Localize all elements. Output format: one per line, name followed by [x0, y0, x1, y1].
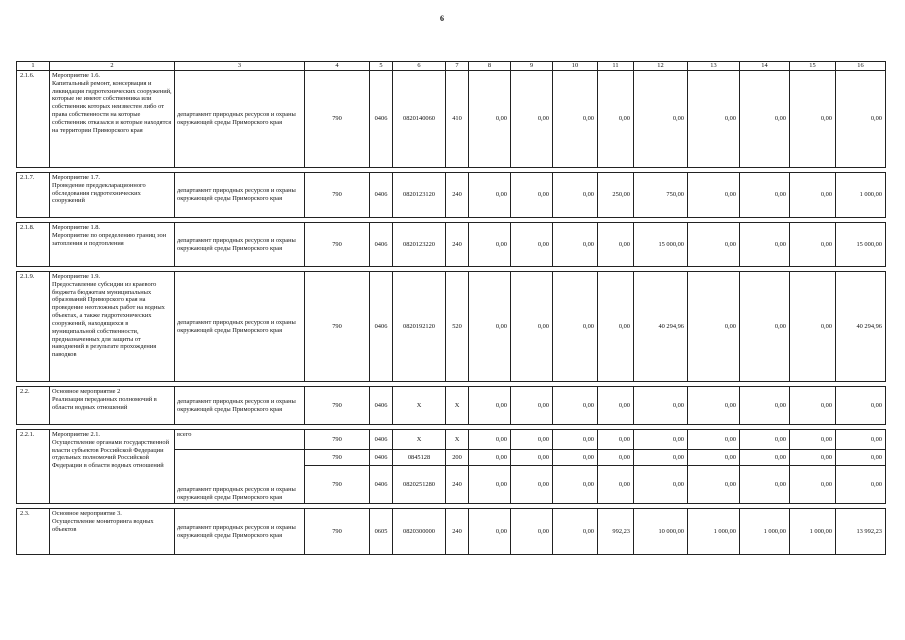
cell-c12: 15 000,00: [634, 223, 688, 267]
cell-c14: 0,00: [740, 430, 790, 450]
cell-c12: 0,00: [634, 466, 688, 504]
cell-c13: 0,00: [688, 450, 740, 466]
cell-c6: X: [393, 430, 446, 450]
cell-c7: 520: [446, 272, 469, 382]
cell-c16: 0,00: [836, 387, 886, 425]
cell-c4: 790: [305, 387, 370, 425]
table-row: [17, 509, 886, 555]
page-number: 6: [440, 14, 444, 23]
col-header: 3: [175, 62, 305, 71]
cell-c9: 0,00: [511, 223, 553, 267]
cell-c16: 0,00: [836, 466, 886, 504]
cell-c11: 0,00: [598, 450, 634, 466]
cell-c10: 0,00: [553, 450, 598, 466]
cell-c10: 0,00: [553, 430, 598, 450]
cell-c4: 790: [305, 466, 370, 504]
cell-c8: 0,00: [469, 387, 511, 425]
col-header: 9: [511, 62, 553, 71]
cell-c15: 0,00: [790, 272, 836, 382]
cell-c15: 0,00: [790, 466, 836, 504]
table-row: [17, 272, 886, 382]
cell-c5: 0406: [370, 466, 393, 504]
cell-c4: 790: [305, 450, 370, 466]
cell-c9: 0,00: [511, 71, 553, 168]
col-header: 1: [17, 62, 50, 71]
cell-c9: 0,00: [511, 450, 553, 466]
cell-c14: 0,00: [740, 387, 790, 425]
cell-c7: 240: [446, 223, 469, 267]
cell-c8: 0,00: [469, 450, 511, 466]
row-code: 2.1.9.: [17, 272, 50, 382]
cell-c11: 0,00: [598, 387, 634, 425]
cell-c7: X: [446, 430, 469, 450]
cell-c12: 0,00: [634, 450, 688, 466]
col-header: 16: [836, 62, 886, 71]
row-executor: департамент природных ресурсов и охраны окружающей среды Приморского края: [175, 509, 305, 555]
cell-c8: 0,00: [469, 430, 511, 450]
cell-c12: 0,00: [634, 71, 688, 168]
cell-c14: 1 000,00: [740, 509, 790, 555]
row-name: Основное мероприятие 2 Реализация переданных полномочий в области водных отношений: [50, 387, 175, 425]
row-code: 2.1.7.: [17, 173, 50, 218]
row-name: Основное мероприятие 3. Осуществление мониторинга водных объектов: [50, 509, 175, 555]
cell-c5: 0406: [370, 223, 393, 267]
cell-c16: 40 294,96: [836, 272, 886, 382]
cell-c14: 0,00: [740, 450, 790, 466]
row-executor: всего: [175, 430, 305, 450]
col-header: 12: [634, 62, 688, 71]
cell-c13: 0,00: [688, 466, 740, 504]
row-name: Мероприятие 2.1. Осуществление органами государственной власти субъектов Российской Федерации отдельных полномочий Российской Федерации в области водных отношений: [50, 430, 175, 504]
cell-c9: 0,00: [511, 430, 553, 450]
row-name: Мероприятие 1.6. Капитальный ремонт, консервация и ликвидация гидротехнических сооружений, которые не имеют собственника или собственник которых неизвестен либо от права собственности на которые собственник отказался и которые находятся на территории Приморского края: [50, 71, 175, 168]
cell-c4: 790: [305, 272, 370, 382]
cell-c15: 0,00: [790, 387, 836, 425]
row-name: Мероприятие 1.7. Проведение преддекларационного обследования гидротехнических сооружений: [50, 173, 175, 218]
cell-c13: 0,00: [688, 173, 740, 218]
row-executor: департамент природных ресурсов и охраны окружающей среды Приморского края: [175, 71, 305, 168]
cell-c7: 200: [446, 450, 469, 466]
cell-c15: 0,00: [790, 173, 836, 218]
row-name: Мероприятие 1.8. Мероприятие по определению границ зон затопления и подтопления: [50, 223, 175, 267]
cell-c11: 0,00: [598, 430, 634, 450]
cell-c8: 0,00: [469, 173, 511, 218]
row-executor: департамент природных ресурсов и охраны окружающей среды Приморского края: [175, 173, 305, 218]
table-row: [17, 223, 886, 267]
cell-c14: 0,00: [740, 71, 790, 168]
cell-c8: 0,00: [469, 466, 511, 504]
cell-c7: 240: [446, 466, 469, 504]
cell-c16: 0,00: [836, 430, 886, 450]
cell-c9: 0,00: [511, 387, 553, 425]
cell-c9: 0,00: [511, 272, 553, 382]
cell-c6: 0820192120: [393, 272, 446, 382]
program-table: [16, 61, 886, 555]
cell-c11: 250,00: [598, 173, 634, 218]
col-header: 6: [393, 62, 446, 71]
cell-c5: 0406: [370, 272, 393, 382]
cell-c6: 0820251280: [393, 466, 446, 504]
col-header: 5: [370, 62, 393, 71]
row-executor: департамент природных ресурсов и охраны окружающей среды Приморского края: [175, 450, 305, 504]
col-header: 15: [790, 62, 836, 71]
cell-c10: 0,00: [553, 173, 598, 218]
cell-c7: X: [446, 387, 469, 425]
row-executor: департамент природных ресурсов и охраны окружающей среды Приморского края: [175, 387, 305, 425]
cell-c12: 10 000,00: [634, 509, 688, 555]
cell-c11: 0,00: [598, 71, 634, 168]
cell-c13: 0,00: [688, 223, 740, 267]
cell-c5: 0605: [370, 509, 393, 555]
cell-c4: 790: [305, 173, 370, 218]
cell-c13: 0,00: [688, 387, 740, 425]
cell-c6: 0820123220: [393, 223, 446, 267]
cell-c12: 0,00: [634, 387, 688, 425]
cell-c16: 0,00: [836, 450, 886, 466]
cell-c8: 0,00: [469, 223, 511, 267]
cell-c15: 0,00: [790, 430, 836, 450]
col-header: 8: [469, 62, 511, 71]
cell-c11: 0,00: [598, 223, 634, 267]
cell-c13: 1 000,00: [688, 509, 740, 555]
cell-c11: 0,00: [598, 272, 634, 382]
cell-c4: 790: [305, 509, 370, 555]
cell-c13: 0,00: [688, 71, 740, 168]
cell-c6: 0820140060: [393, 71, 446, 168]
cell-c9: 0,00: [511, 509, 553, 555]
cell-c6: 0845128: [393, 450, 446, 466]
cell-c12: 0,00: [634, 430, 688, 450]
cell-c6: 0820123120: [393, 173, 446, 218]
cell-c11: 992,23: [598, 509, 634, 555]
cell-c11: 0,00: [598, 466, 634, 504]
cell-c15: 0,00: [790, 450, 836, 466]
cell-c5: 0406: [370, 173, 393, 218]
table-row: [17, 430, 886, 450]
cell-c4: 790: [305, 223, 370, 267]
cell-c8: 0,00: [469, 272, 511, 382]
cell-c15: 1 000,00: [790, 509, 836, 555]
cell-c4: 790: [305, 430, 370, 450]
row-code: 2.3.: [17, 509, 50, 555]
cell-c13: 0,00: [688, 430, 740, 450]
col-header: 11: [598, 62, 634, 71]
cell-c6: 0820300000: [393, 509, 446, 555]
cell-c10: 0,00: [553, 71, 598, 168]
cell-c7: 410: [446, 71, 469, 168]
header-row: [17, 62, 886, 71]
cell-c14: 0,00: [740, 173, 790, 218]
cell-c14: 0,00: [740, 223, 790, 267]
cell-c16: 1 000,00: [836, 173, 886, 218]
cell-c16: 0,00: [836, 71, 886, 168]
table-row: [17, 71, 886, 168]
cell-c5: 0406: [370, 71, 393, 168]
col-header: 13: [688, 62, 740, 71]
cell-c13: 0,00: [688, 272, 740, 382]
col-header: 14: [740, 62, 790, 71]
row-code: 2.1.6.: [17, 71, 50, 168]
cell-c16: 15 000,00: [836, 223, 886, 267]
table-row: [17, 173, 886, 218]
row-executor: департамент природных ресурсов и охраны окружающей среды Приморского края: [175, 223, 305, 267]
cell-c7: 240: [446, 509, 469, 555]
cell-c6: X: [393, 387, 446, 425]
cell-c15: 0,00: [790, 71, 836, 168]
col-header: 4: [305, 62, 370, 71]
cell-c9: 0,00: [511, 173, 553, 218]
cell-c10: 0,00: [553, 387, 598, 425]
cell-c12: 750,00: [634, 173, 688, 218]
row-name: Мероприятие 1.9. Предоставление субсидии из краевого бюджета бюджетам муниципальных образований Приморского края на проведение неотложных работ на водных объектах, а также гидротехнических сооружений, находящихся в муниципальной собственности, предназначенных для защиты от наводнений в результате прохождения паводков: [50, 272, 175, 382]
cell-c10: 0,00: [553, 223, 598, 267]
col-header: 2: [50, 62, 175, 71]
row-executor: департамент природных ресурсов и охраны окружающей среды Приморского края: [175, 272, 305, 382]
cell-c15: 0,00: [790, 223, 836, 267]
col-header: 7: [446, 62, 469, 71]
cell-c16: 13 992,23: [836, 509, 886, 555]
cell-c5: 0406: [370, 387, 393, 425]
cell-c10: 0,00: [553, 509, 598, 555]
row-code: 2.1.8.: [17, 223, 50, 267]
cell-c14: 0,00: [740, 466, 790, 504]
cell-c5: 0406: [370, 430, 393, 450]
cell-c10: 0,00: [553, 466, 598, 504]
cell-c10: 0,00: [553, 272, 598, 382]
col-header: 10: [553, 62, 598, 71]
row-code: 2.2.1.: [17, 430, 50, 504]
table-row: [17, 387, 886, 425]
cell-c12: 40 294,96: [634, 272, 688, 382]
cell-c9: 0,00: [511, 466, 553, 504]
cell-c8: 0,00: [469, 71, 511, 168]
row-code: 2.2.: [17, 387, 50, 425]
cell-c7: 240: [446, 173, 469, 218]
cell-c8: 0,00: [469, 509, 511, 555]
cell-c5: 0406: [370, 450, 393, 466]
cell-c14: 0,00: [740, 272, 790, 382]
cell-c4: 790: [305, 71, 370, 168]
